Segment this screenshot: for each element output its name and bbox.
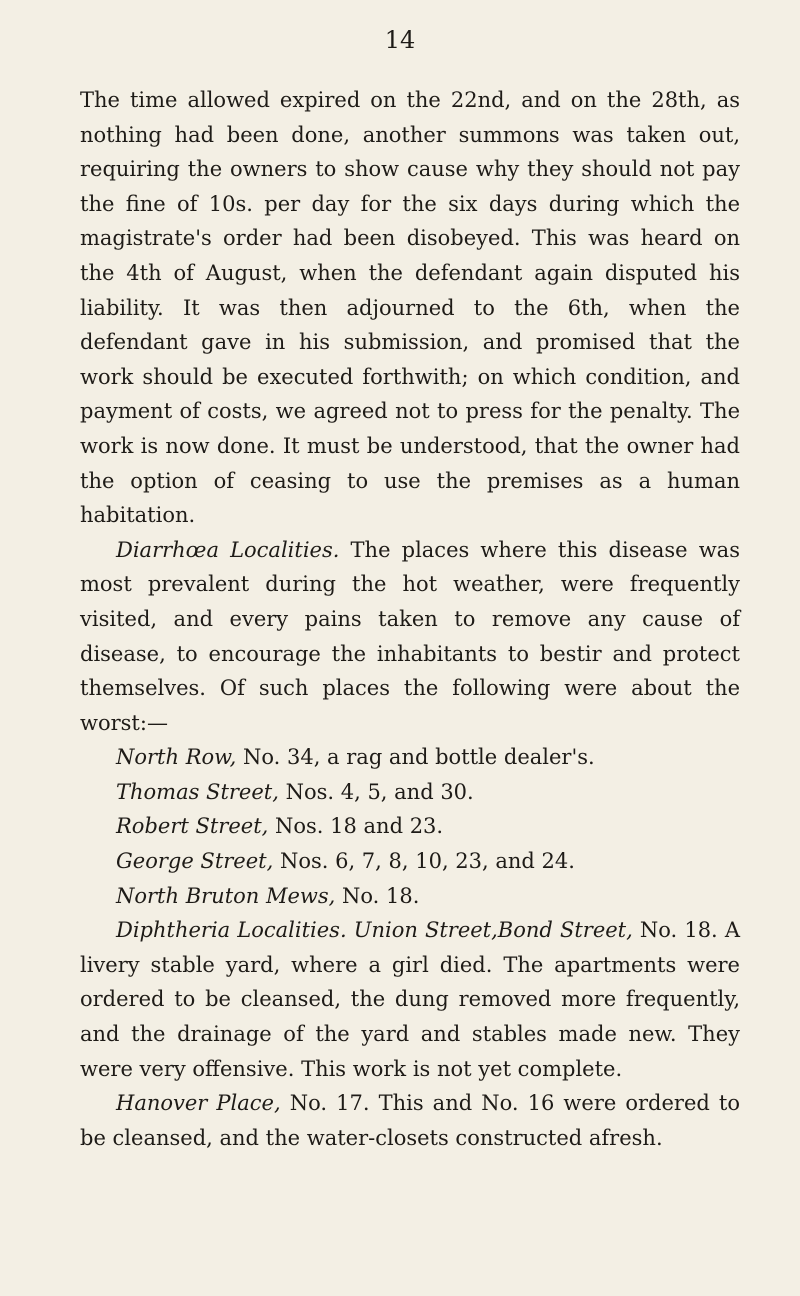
heading-hanover-place: Hanover Place, (116, 1091, 281, 1116)
locality-entry (80, 879, 740, 914)
locality-street: Thomas Street, (116, 779, 279, 804)
diphtheria-street: Union Street,Bond Street, (346, 918, 633, 943)
locality-street: Robert Street, (116, 814, 269, 839)
locality-detail: Nos. 6, 7, 8, 10, 23, and 24. (273, 849, 575, 874)
locality-detail: Nos. 4, 5, and 30. (278, 779, 474, 804)
heading-diphtheria-localities: Diphtheria Localities. (116, 918, 347, 943)
paragraph-hanover (80, 1086, 740, 1155)
page-body (80, 83, 740, 1155)
locality-detail: No. 34, a rag and bottle dealer's. (236, 745, 595, 770)
locality-street: North Bruton Mews, (116, 883, 336, 908)
diarrhoea-text: The places where this disease was most prevalent during the hot weather, were frequently visited, and every pains taken to remove any cause of disease, to encourage the inhabitants to bestir and protect themselves. Of such places the following were about the worst:— (80, 537, 740, 735)
locality-street: George Street, (116, 849, 274, 874)
paragraph-summons: The time allowed expired on the 22nd, and on the 28th, as nothing had been done, another summons was taken out, requiring the owners to show cause why they should not pay the fine of 10s. per day for the six days during which the magistrate's order had been disobeyed. This was heard on the 4th of August, when the defendant again disputed his liability. It was then adjourned to the 6th, when the defendant gave in his submission, and promised that the work should be executed forthwith; on which condition, and payment of costs, we agreed not to press for the penalty. The work is now done. It must be understood, that the owner had the option of ceasing to use the premises as a human habitation. (80, 88, 740, 528)
locality-street: North Row, (116, 745, 237, 770)
locality-entry (80, 775, 740, 810)
hanover-text: No. 17. This and No. 16 were ordered to be cleansed, and the water-closets constructed afresh. (80, 1091, 740, 1150)
paragraph-diarrhoea (80, 533, 740, 741)
page-number: 14 (384, 26, 416, 54)
diphtheria-text: No. 18. A livery stable yard, where a girl died. The apartments were ordered to be cleansed, the dung removed more frequently, and the drainage of the yard and stables made new. They were very offensive. This work is not yet complete. (80, 918, 741, 1081)
paragraph-diphtheria (80, 913, 740, 1086)
locality-entry (80, 809, 740, 844)
locality-detail: No. 18. (335, 883, 420, 908)
locality-entry (80, 844, 740, 879)
locality-detail: Nos. 18 and 23. (268, 814, 444, 839)
locality-entry (80, 740, 740, 775)
heading-diarrhoea-localities: Diarrhœa Localities. (116, 537, 340, 562)
